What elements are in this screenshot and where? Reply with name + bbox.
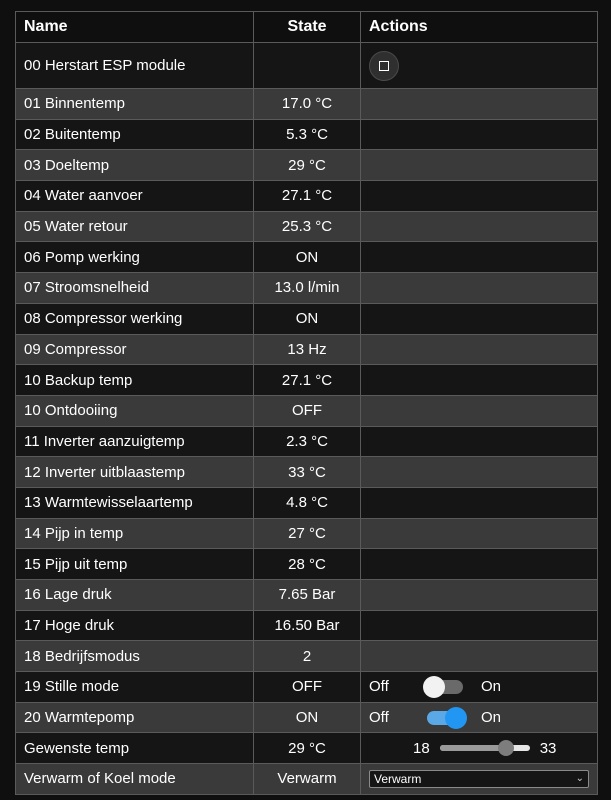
restart-button[interactable]	[369, 51, 399, 81]
row-state: OFF	[254, 672, 361, 703]
table-row	[16, 610, 598, 641]
row-actions	[361, 487, 598, 518]
row-state: 7.65 Bar	[254, 580, 361, 611]
table-row	[16, 764, 598, 795]
row-name: 18 Bedrijfsmodus	[16, 641, 254, 672]
row-actions	[361, 764, 598, 795]
table-row	[16, 395, 598, 426]
table-row	[16, 672, 598, 703]
slider-min-label: 18	[413, 739, 430, 757]
row-state: 5.3 °C	[254, 119, 361, 150]
table-row	[16, 150, 598, 181]
row-name: 00 Herstart ESP module	[16, 43, 254, 89]
row-state: 27.1 °C	[254, 181, 361, 212]
row-name: 06 Pomp werking	[16, 242, 254, 273]
row-name: 12 Inverter uitblaastemp	[16, 457, 254, 488]
table-row	[16, 43, 598, 89]
row-actions	[361, 549, 598, 580]
row-actions	[361, 334, 598, 365]
row-name: Verwarm of Koel mode	[16, 764, 254, 795]
slider-fill	[440, 745, 506, 751]
slider-thumb[interactable]	[498, 740, 514, 756]
toggle-knob	[423, 676, 445, 698]
row-state: 29 °C	[254, 733, 361, 764]
row-name: 13 Warmtewisselaartemp	[16, 487, 254, 518]
row-state: ON	[254, 242, 361, 273]
table-header-row	[16, 12, 598, 43]
row-name: 16 Lage druk	[16, 580, 254, 611]
row-name: 15 Pijp uit temp	[16, 549, 254, 580]
row-state	[254, 43, 361, 89]
gewenste-temp-slider[interactable]	[440, 745, 530, 751]
table-row	[16, 365, 598, 396]
table-row	[16, 641, 598, 672]
row-actions	[361, 181, 598, 212]
row-name: 07 Stroomsnelheid	[16, 273, 254, 304]
row-actions	[361, 43, 598, 89]
row-actions	[361, 702, 598, 733]
warmtepomp-toggle-group	[369, 709, 589, 726]
table-row	[16, 89, 598, 120]
table-row	[16, 119, 598, 150]
entities-table	[15, 11, 598, 795]
row-actions	[361, 365, 598, 396]
row-state: 25.3 °C	[254, 211, 361, 242]
toggle-on-label: On	[481, 709, 502, 727]
row-state: 28 °C	[254, 549, 361, 580]
stille-mode-toggle-group	[369, 678, 589, 695]
gewenste-temp-slider-group	[369, 740, 589, 757]
row-name: Gewenste temp	[16, 733, 254, 764]
mode-select[interactable]	[369, 770, 589, 788]
row-state: 13 Hz	[254, 334, 361, 365]
toggle-on-label: On	[481, 678, 502, 696]
row-state: 2.3 °C	[254, 426, 361, 457]
row-actions	[361, 119, 598, 150]
column-header-actions: Actions	[361, 12, 598, 43]
table-row	[16, 303, 598, 334]
column-header-state: State	[254, 12, 361, 43]
row-actions	[361, 457, 598, 488]
row-actions	[361, 89, 598, 120]
row-state: 16.50 Bar	[254, 610, 361, 641]
row-state: ON	[254, 303, 361, 334]
row-actions	[361, 580, 598, 611]
table-row	[16, 549, 598, 580]
row-state: OFF	[254, 395, 361, 426]
row-name: 20 Warmtepomp	[16, 702, 254, 733]
row-actions	[361, 150, 598, 181]
row-name: 03 Doeltemp	[16, 150, 254, 181]
row-actions	[361, 242, 598, 273]
table-row	[16, 334, 598, 365]
row-name: 14 Pijp in temp	[16, 518, 254, 549]
row-name: 11 Inverter aanzuigtemp	[16, 426, 254, 457]
row-state: 13.0 l/min	[254, 273, 361, 304]
table-row	[16, 457, 598, 488]
row-actions	[361, 518, 598, 549]
row-state: 2	[254, 641, 361, 672]
toggle-off-label: Off	[369, 709, 389, 727]
row-state: 4.8 °C	[254, 487, 361, 518]
table-row	[16, 518, 598, 549]
table-row	[16, 181, 598, 212]
row-actions	[361, 211, 598, 242]
table-row	[16, 273, 598, 304]
entities-panel	[15, 11, 598, 795]
warmtepomp-toggle[interactable]	[427, 711, 463, 725]
row-name: 17 Hoge druk	[16, 610, 254, 641]
toggle-off-label: Off	[369, 678, 389, 696]
row-name: 08 Compressor werking	[16, 303, 254, 334]
stop-square-icon	[379, 61, 389, 71]
row-state: 33 °C	[254, 457, 361, 488]
slider-max-label: 33	[539, 739, 557, 757]
row-name: 05 Water retour	[16, 211, 254, 242]
row-actions	[361, 610, 598, 641]
table-row	[16, 242, 598, 273]
chevron-down-icon: ⌄	[575, 773, 584, 785]
row-name: 04 Water aanvoer	[16, 181, 254, 212]
table-row	[16, 580, 598, 611]
row-actions	[361, 273, 598, 304]
row-name: 19 Stille mode	[16, 672, 254, 703]
row-name: 10 Backup temp	[16, 365, 254, 396]
row-actions	[361, 426, 598, 457]
row-state: 27 °C	[254, 518, 361, 549]
row-actions	[361, 303, 598, 334]
row-name: 02 Buitentemp	[16, 119, 254, 150]
row-state: Verwarm	[254, 764, 361, 795]
table-row	[16, 211, 598, 242]
mode-select-value: Verwarm	[374, 771, 422, 786]
row-state: ON	[254, 702, 361, 733]
row-actions	[361, 395, 598, 426]
toggle-knob	[445, 707, 467, 729]
column-header-name: Name	[16, 12, 254, 43]
table-row	[16, 702, 598, 733]
stille-mode-toggle[interactable]	[427, 680, 463, 694]
table-row	[16, 426, 598, 457]
row-state: 17.0 °C	[254, 89, 361, 120]
row-state: 27.1 °C	[254, 365, 361, 396]
row-name: 10 Ontdooiing	[16, 395, 254, 426]
row-actions	[361, 641, 598, 672]
row-actions	[361, 672, 598, 703]
row-state: 29 °C	[254, 150, 361, 181]
row-name: 01 Binnentemp	[16, 89, 254, 120]
row-name: 09 Compressor	[16, 334, 254, 365]
table-row	[16, 487, 598, 518]
row-actions	[361, 733, 598, 764]
table-row	[16, 733, 598, 764]
